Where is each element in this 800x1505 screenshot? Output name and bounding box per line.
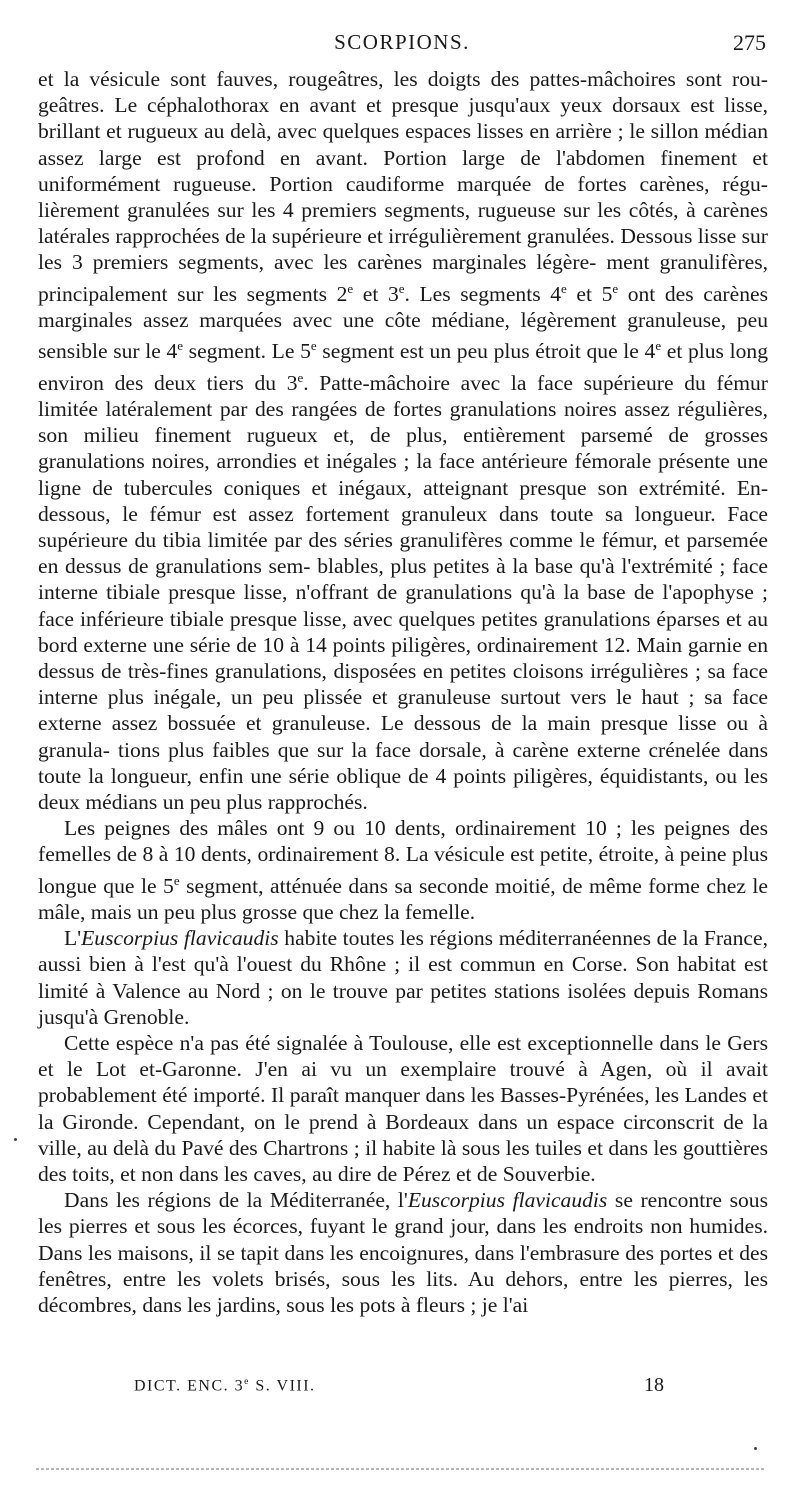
text-line: étroit que le 4e et plus long environ des deux tiers du 3e. Patte-mâchoire avec	[38, 338, 768, 395]
text-line: brillant et rugueux au delà, avec quelques espaces lisses en arrière ; le sillon	[38, 119, 699, 144]
text-line: granuleuse, peu sensible sur le 4e segment. Le 5e segment est un peu plus	[38, 308, 768, 364]
paragraph	[38, 1030, 768, 1187]
text-line: presque lisse, avec quelques petites granulations éparses et au bord externe une	[38, 606, 768, 657]
text-line: blables, plus petites à la base qu'à l'extrémité ; face interne tibiale presque lisse,	[38, 554, 769, 605]
text-line: Gers et le Lot et-Garonne. J'en ai vu un exemplaire trouvé à Agen, où il avait	[38, 1031, 768, 1082]
text-line: Souverbie.	[502, 1162, 596, 1187]
text-line: plus inégale, un peu plissée et granuleuse surtout vers le haut ; sa face externe	[38, 685, 769, 736]
text-line: carènes latérales rapprochées de la supérieure et irrégulièrement granulées.	[38, 198, 768, 249]
bottom-scan-edge	[36, 1468, 764, 1470]
text-line: humides. Dans les maisons, il se tapit dans les encoignures, dans l'embrasure	[38, 1214, 768, 1265]
text-line: la face antérieure fémorale présente une ligne de tubercules coniques et inégaux,	[38, 449, 768, 500]
text-line: séries granulifères comme le fémur, et parsemée en dessus de granulations sem-	[38, 528, 768, 579]
paragraph	[38, 815, 768, 925]
text-line: entièrement parsemé de grosses granulations noires, arrondies et inégales ;	[38, 423, 768, 474]
text-line: granulations noires assez régulières, son milieu finement rugueux et, de plus,	[38, 397, 768, 448]
text-line: habitat est limité à Valence au Nord ; on le trouve par petites stations isolées	[38, 952, 769, 1003]
text-line: atteignant presque son extrémité. En-dessous, le fémur est assez fortement	[38, 475, 769, 526]
text-line: et dans les gouttières des toits, et non dans les caves, au dire de Pérez et de	[38, 1135, 769, 1187]
text-line: tions plus faibles que sur la face dorsale, à carène externe crénelée dans toute	[38, 737, 768, 788]
text-line: série de 10 à 14 points piligères, ordinairement 12. Main garnie en dessus de	[38, 632, 769, 684]
scan-speck	[14, 1138, 17, 1141]
page-number: 275	[733, 30, 766, 55]
text-line: L'Euscorpius flavicaudis habite toutes les régions méditerranéennes de la	[64, 926, 699, 951]
page-header	[38, 30, 766, 62]
text-line: deux médians un peu plus rapprochés.	[38, 790, 368, 815]
text-line: France, aussi bien à l'est qu'à l'ouest du Rhône ; il est commun en Corse. Son	[38, 926, 768, 977]
text-line: lièrement granulées sur les 4 premiers segments, rugueuse sur les côtés, à	[38, 198, 696, 223]
text-line: 5e ont des carènes marginales assez marquées avec une côte médiane, légèrement	[38, 280, 768, 333]
text-line: Dans les régions de la Méditerranée, l'Euscorpius flavicaudis se rencontre sous	[64, 1188, 768, 1213]
text-line: médian assez large est profond en avant. Portion large de l'abdomen finement	[38, 119, 768, 170]
running-title: SCORPIONS.	[334, 30, 470, 54]
text-line: les pierres et sous les écorces, fuyant le grand jour, dans les endroits non	[38, 1214, 683, 1239]
printer-signature: DICT. ENC. 3e S. VIII.	[134, 1376, 316, 1395]
text-line: geâtres. Le céphalothorax en avant et presque jusqu'aux yeux dorsaux est lisse,	[38, 93, 768, 118]
text-line: assez bossuée et granuleuse. Le dessous de la main presque lisse ou à granula-	[38, 711, 768, 762]
text-line: peine plus longue que le 5e segment, atténuée dans sa seconde moitié, de	[38, 842, 768, 898]
text-line: très-fines granulations, disposées en petites cloisons irrégulières ; sa face interne	[38, 659, 769, 710]
text-line: granuleux dans toute sa longueur. Face supérieure du tibia limitée par des	[38, 501, 768, 553]
scan-speck	[754, 1447, 757, 1450]
paragraph	[38, 66, 768, 815]
paragraph	[38, 1187, 768, 1318]
text-line: la longueur, enfin une série oblique de 4 points piligères, équidistants, ou les	[88, 763, 768, 788]
text-line: la face supérieure du fémur limitée latéralement par des rangées de fortes	[38, 370, 768, 421]
text-line: Cette espèce n'a pas été signalée à Toulouse, elle est exceptionnelle dans le	[64, 1031, 721, 1056]
text-line: ment granulifères, principalement sur les segments 2e et 3e. Les segments 4e et	[38, 250, 769, 306]
paragraph	[38, 925, 768, 1030]
text-line: Dessous lisse sur les 3 premiers segments, avec les carènes marginales légère-	[38, 224, 768, 275]
text-line: femelles de 8 à 10 dents, ordinairement 8. La vésicule est petite, étroite, à	[38, 842, 675, 867]
text-line: et uniformément rugueuse. Portion caudiforme marquée de fortes carènes, régu-	[38, 145, 769, 196]
sheet-number: 18	[644, 1374, 664, 1396]
page-footer	[38, 1374, 768, 1404]
text-line: circonscrit de la ville, au delà du Pavé des Chartrons ; il habite là sous les tuiles	[38, 1109, 768, 1160]
text-line: entre les pierres, les décombres, dans les jardins, sous les pots à fleurs ; je l'ai	[38, 1266, 768, 1318]
text-line: Les peignes des mâles ont 9 ou 10 dents, ordinairement 10 ; les peignes des	[64, 816, 768, 841]
body-text	[38, 66, 768, 1318]
text-line: même forme chez le mâle, mais un peu plus grosse que chez la femelle.	[38, 873, 769, 925]
text-line: des portes et des fenêtres, entre les volets brisés, sous les lits. Au dehors,	[38, 1240, 768, 1291]
text-line: Landes et la Gironde. Cependant, on le prend à Bordeaux dans un espace	[38, 1083, 769, 1134]
text-line: et la vésicule sont fauves, rougeâtres, les doigts des pattes-mâchoires sont rou-	[38, 67, 768, 91]
text-line: depuis Romans jusqu'à Grenoble.	[38, 978, 769, 1029]
text-line: n'offrant de granulations qu'à la base de l'apophyse ; face inférieure tibiale	[38, 580, 768, 631]
text-line: probablement été importé. Il paraît manquer dans les Basses-Pyrénées, les	[38, 1083, 679, 1108]
